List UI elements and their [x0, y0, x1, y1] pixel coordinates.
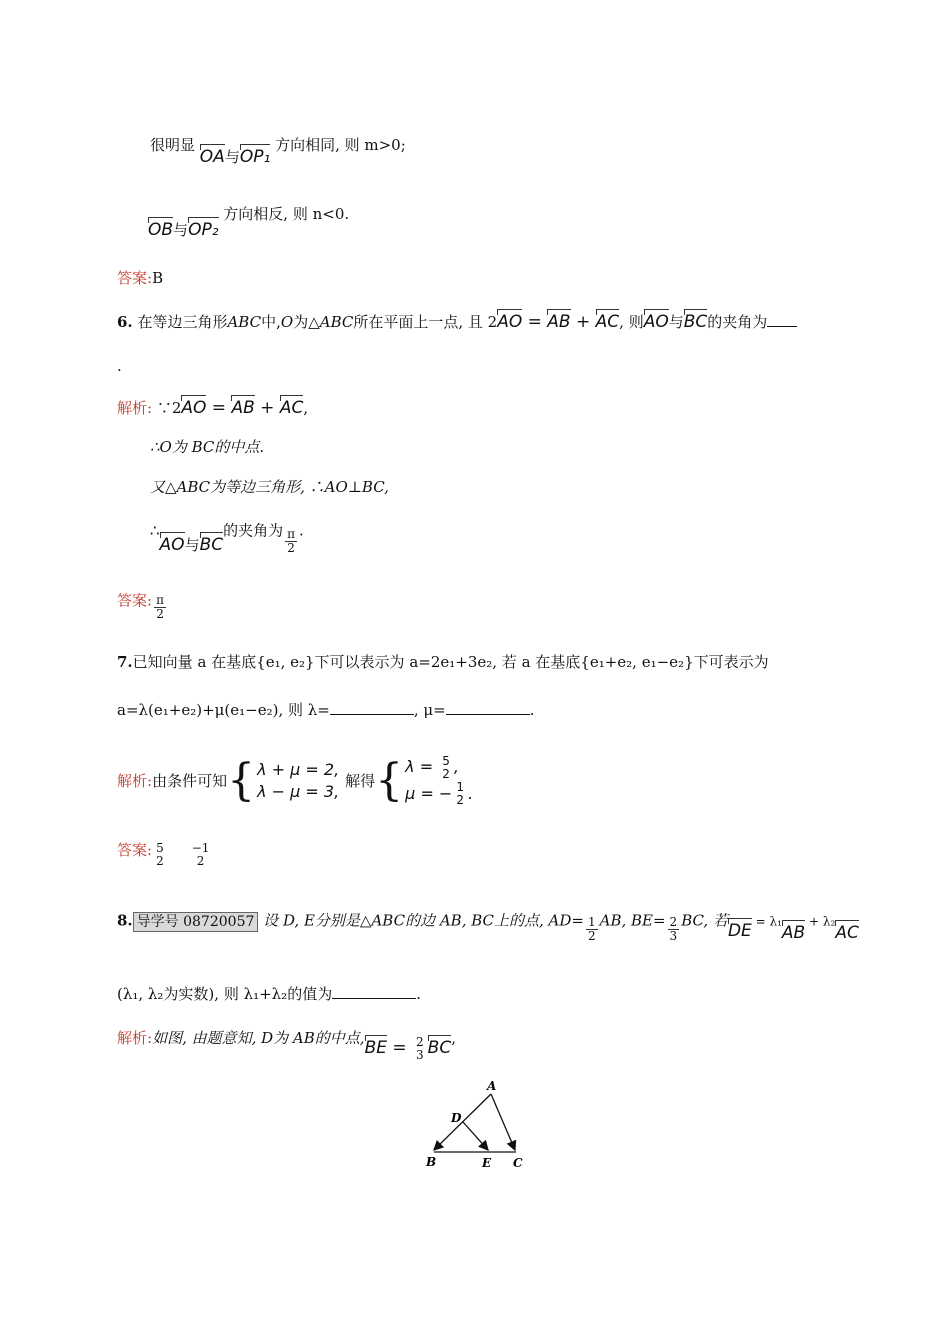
fraction	[190, 842, 212, 868]
q6-solution-line1	[117, 398, 308, 418]
answer-label: 答案:	[117, 591, 153, 610]
q8-stem-line1	[117, 908, 859, 943]
q6-triangle-name: ABC	[227, 313, 262, 331]
q6-solution-line2: ∴O为 BC的中点.	[150, 438, 265, 456]
segment-de	[463, 1122, 488, 1150]
vector-ao: AO	[159, 534, 185, 555]
answer-label: 答案:	[117, 269, 153, 287]
q6-text: 为△	[293, 313, 320, 331]
q6-trailing-dot: .	[117, 357, 122, 375]
vector-op2: OP₂	[188, 220, 219, 240]
vector-ac: AC	[279, 398, 304, 418]
denominator: 3	[669, 929, 678, 943]
solution-text: 解得	[345, 771, 376, 790]
equation-text: μ = −	[405, 783, 453, 803]
solution-text: ,	[451, 1029, 456, 1047]
vector-oa: OA	[199, 147, 225, 167]
q7-answer	[117, 838, 213, 868]
numerator: −1	[191, 841, 210, 855]
denominator: 2	[156, 854, 164, 868]
vector-ac: AC	[595, 312, 620, 332]
q6-text: 中,	[261, 313, 281, 331]
denominator: 2	[156, 607, 164, 621]
solution-label: 解析:	[117, 1029, 153, 1047]
vector-bc: BC	[683, 312, 708, 332]
left-brace: {	[227, 754, 256, 806]
equation-row	[405, 754, 473, 781]
fraction	[440, 755, 452, 781]
q6-text: 的夹角为	[707, 313, 768, 331]
numerator: π	[287, 527, 296, 541]
q6-solution-line4	[150, 518, 304, 555]
q5-line1-pre: 很明显	[150, 136, 196, 154]
vector-op1: OP₁	[239, 147, 271, 167]
solution-label: 解析:	[117, 399, 153, 417]
solution-text: ,	[303, 399, 309, 417]
q6-answer	[117, 588, 168, 621]
q6-solution-line3: 又△ABC为等边三角形, ∴AO⊥BC,	[150, 478, 389, 496]
vector-ab: AB	[231, 398, 255, 418]
equation-system-1	[227, 754, 340, 806]
triangle-figure	[420, 1078, 530, 1173]
q8-text: = λ₁	[751, 914, 782, 929]
denominator: 2	[287, 541, 295, 555]
q5-line1-mid: 与	[224, 148, 240, 166]
numerator: π	[156, 593, 164, 607]
denominator: 2	[587, 929, 596, 943]
q8-text: AB, BE=	[599, 911, 666, 930]
q6-text: 所在平面上一点, 且 2	[353, 313, 498, 331]
denominator: 2	[442, 766, 450, 781]
label-a: A	[487, 1079, 497, 1093]
vector-de: DE	[727, 920, 752, 941]
numerator: 1	[456, 780, 464, 794]
label-d: D	[451, 1111, 462, 1125]
q5-line2	[148, 205, 350, 240]
numerator: 5	[156, 841, 164, 855]
vector-be: BE	[364, 1038, 387, 1058]
vector-ab: AB	[547, 312, 571, 332]
numerator: 2	[416, 1035, 424, 1049]
equation-row: λ + μ = 2,	[257, 759, 340, 779]
vector-bc: BC	[427, 1038, 452, 1058]
solution-text: ∵2	[152, 399, 182, 417]
equation-row: λ − μ = 3,	[257, 781, 340, 801]
q8-text: .	[416, 985, 421, 1003]
q8-text: BC, 若	[681, 911, 728, 930]
equation-system-2	[375, 754, 473, 807]
numerator: 5	[442, 753, 450, 768]
answer-blank-mu	[446, 700, 530, 715]
q8-stem-line2	[117, 984, 421, 1004]
q5-line2-mid: 与	[173, 221, 189, 239]
equals-sign: =	[206, 398, 232, 418]
answer-label: 答案:	[117, 841, 153, 859]
solution-text: 由条件可知	[152, 771, 228, 790]
denominator: 2	[456, 793, 464, 807]
q6-text: 在等边三角形	[137, 313, 228, 331]
question-number: 7.	[117, 653, 133, 671]
vector-ao: AO	[643, 312, 669, 332]
left-brace: {	[375, 754, 404, 806]
label-b: B	[426, 1155, 437, 1169]
q7-text: a=λ(e₁+e₂)+μ(e₁−e₂), 则 λ=	[117, 701, 330, 719]
equation-rows	[405, 754, 473, 807]
reference-number-tag[interactable]: 导学号 08720057	[133, 912, 259, 932]
fraction	[586, 916, 598, 943]
denominator: 3	[416, 1048, 424, 1062]
solution-text: 如图, 由题意知, D为 AB的中点,	[152, 1029, 365, 1047]
side-ac	[491, 1094, 515, 1150]
q7-stem-line1	[117, 652, 769, 672]
label-c: C	[513, 1156, 523, 1170]
q7-text: , μ=	[413, 701, 446, 719]
equals-sign: =	[386, 1038, 413, 1058]
fraction	[454, 781, 466, 807]
answer-value: B	[152, 269, 164, 287]
q8-text: 设 D, E分别是△ABC的边 AB, BC上的点, AD=	[263, 911, 584, 930]
q6-text: , 则	[619, 313, 644, 331]
fraction-pi-over-2	[154, 594, 166, 621]
numerator: 2	[669, 915, 678, 929]
q7-text: .	[529, 701, 535, 719]
equation-row	[405, 781, 473, 808]
solution-text: 的夹角为	[223, 521, 284, 540]
answer-blank	[767, 312, 797, 327]
q6-text: 与	[668, 313, 684, 331]
vector-ob: OB	[148, 220, 174, 240]
q5-answer	[117, 268, 163, 288]
vector-ac: AC	[835, 922, 859, 943]
equation-rows	[257, 759, 339, 803]
fraction-pi-over-2	[285, 528, 297, 555]
answer-blank	[332, 984, 416, 999]
plus-sign: +	[254, 398, 280, 418]
equation-text: .	[467, 783, 474, 803]
q5-line2-post: 方向相反, 则 n<0.	[223, 205, 350, 223]
q7-text: 已知向量 a 在基底{e₁, e₂}下可以表示为 a=2e₁+3e₂, 若 a 在基底{e₁+e₂, e₁−e₂}下可表示为	[132, 653, 769, 671]
question-number: 6.	[117, 313, 133, 331]
q8-solution	[117, 1026, 456, 1062]
plus-sign: +	[570, 312, 596, 332]
answer-blank-lambda	[330, 700, 414, 715]
equals-sign: =	[522, 312, 548, 332]
side-ab	[434, 1094, 491, 1150]
q5-line1	[150, 135, 406, 167]
q7-stem-line2	[117, 700, 534, 720]
solution-text: .	[299, 521, 304, 540]
fraction	[154, 842, 166, 868]
q8-text: + λ₂	[805, 914, 836, 929]
denominator: 2	[196, 854, 205, 868]
solution-label: 解析:	[117, 771, 153, 790]
numerator: 1	[587, 915, 596, 929]
q6-stem	[117, 312, 797, 332]
equation-text: λ =	[405, 757, 439, 776]
label-e: E	[482, 1156, 492, 1170]
question-number: 8.	[117, 911, 133, 930]
vector-ab: AB	[781, 922, 806, 943]
q6-point-o: O	[280, 313, 294, 331]
q6-triangle-name: ABC	[319, 313, 354, 331]
q8-text: (λ₁, λ₂为实数), 则 λ₁+λ₂的值为	[117, 985, 333, 1003]
fraction	[414, 1036, 426, 1062]
q5-line1-post: 方向相同, 则 m>0;	[275, 136, 406, 154]
solution-text: 与	[184, 535, 200, 554]
q7-solution	[117, 754, 473, 807]
vector-bc: BC	[199, 534, 224, 555]
solution-text: ∴	[150, 521, 160, 540]
fraction	[668, 916, 680, 943]
vector-ao: AO	[497, 312, 523, 332]
equation-text: ,	[453, 757, 459, 776]
vector-ao: AO	[181, 398, 207, 418]
